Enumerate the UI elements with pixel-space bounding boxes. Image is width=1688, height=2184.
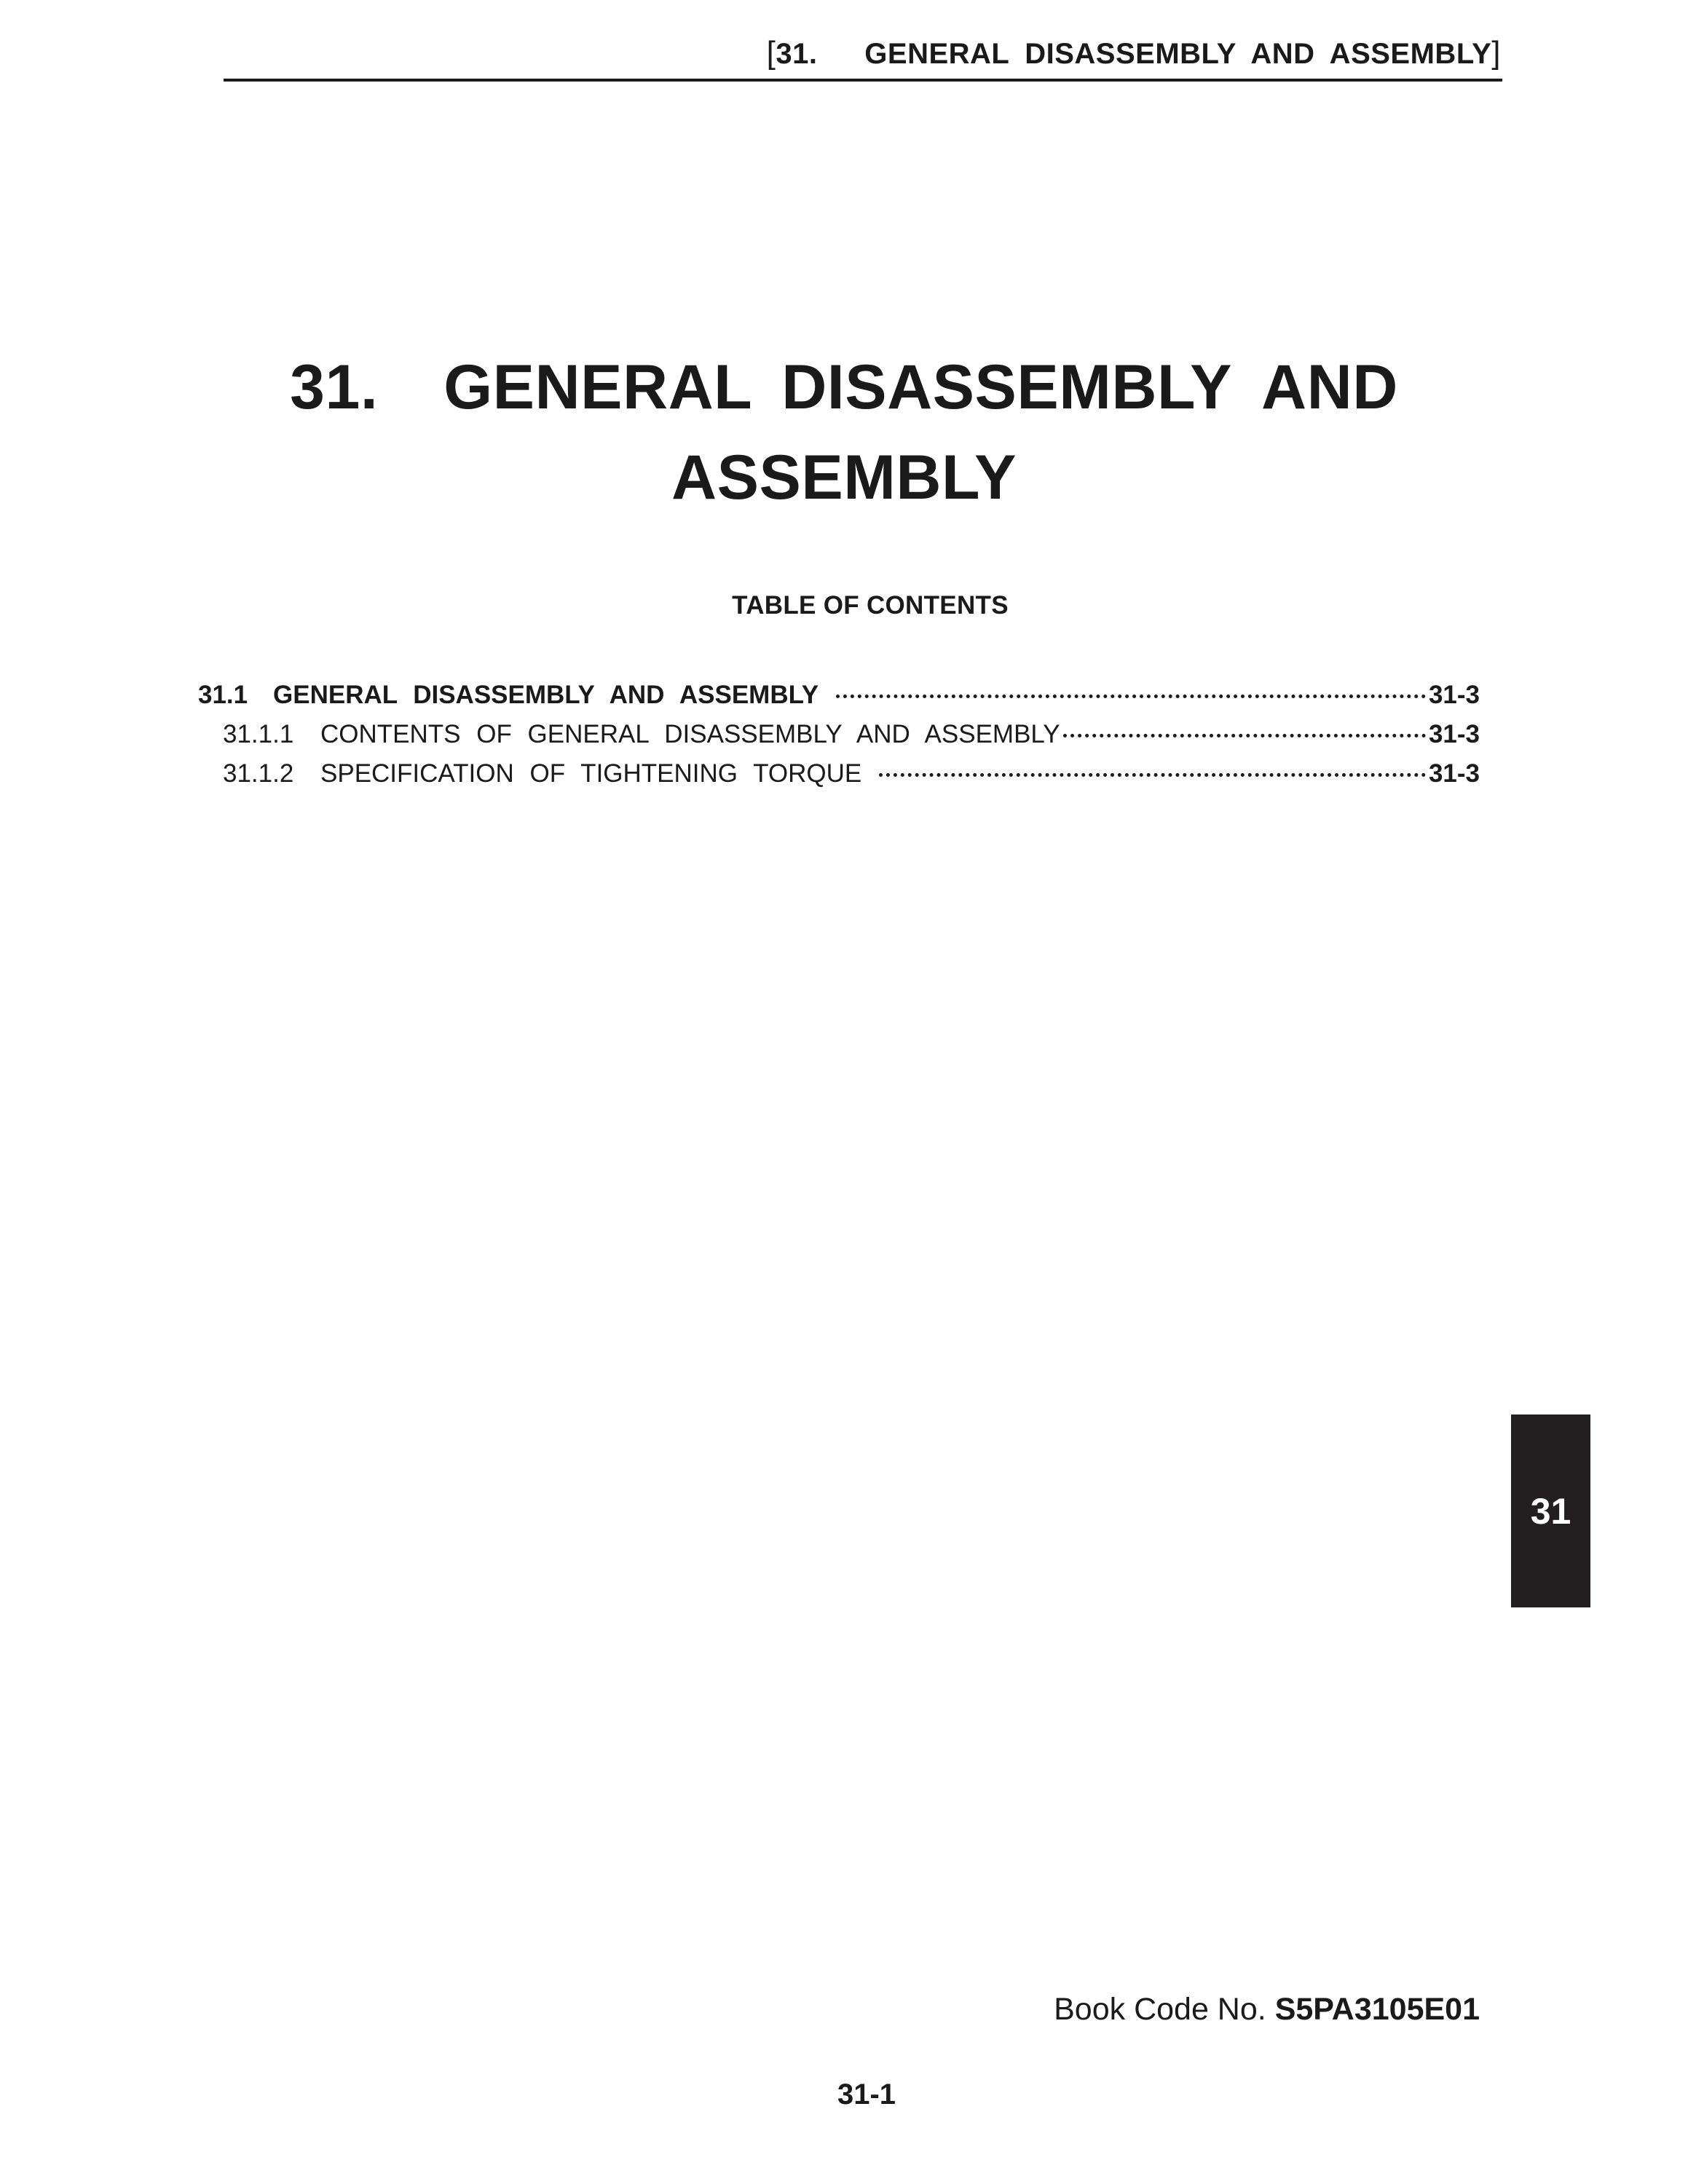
chapter-title-word: AND [1261,352,1398,422]
toc-heading: TABLE OF CONTENTS [732,591,1009,620]
book-code-label: Book Code No. [1054,1992,1266,2027]
toc-entry-number: 31.1.2 [223,759,294,788]
chapter-side-tab [1511,1415,1590,1607]
toc-list [198,681,1480,799]
toc-entry-number: 31.1 [198,681,248,709]
toc-entry-page: 31-3 [1428,681,1480,709]
running-header-close-bracket: ] [1491,35,1501,71]
toc-entry[interactable] [198,681,1480,720]
running-header [767,35,1501,71]
toc-dot-leader [879,773,1426,777]
running-header-text: 31. GENERAL DISASSEMBLY AND ASSEMBLY [776,38,1492,70]
chapter-title-word: GENERAL [443,352,753,422]
toc-entry[interactable] [198,720,1480,759]
chapter-title-line-2: ASSEMBLY [671,443,1017,513]
header-rule [224,79,1502,82]
toc-entry-number: 31.1.1 [223,720,294,748]
chapter-title [0,342,1688,523]
chapter-title-word: DISASSEMBLY [781,352,1232,422]
toc-entry-title: CONTENTS OF GENERAL DISASSEMBLY AND ASSEMBLY [320,720,1060,748]
page-number: 31-1 [837,2078,896,2110]
toc-entry-title: GENERAL DISASSEMBLY AND ASSEMBLY [273,681,819,709]
chapter-side-tab-label: 31 [1530,1490,1571,1532]
running-header-open-bracket: [ [766,35,776,71]
toc-dot-leader [1063,734,1426,737]
toc-entry-page: 31-3 [1428,759,1480,788]
chapter-number: 31. [290,352,379,422]
toc-dot-leader [836,695,1426,698]
book-code [1054,1992,1480,2027]
toc-entry-page: 31-3 [1428,720,1480,748]
toc-entry[interactable] [198,759,1480,799]
chapter-title-line-1 [0,342,1688,432]
toc-entry-title: SPECIFICATION OF TIGHTENING TORQUE [320,759,862,788]
book-code-value: S5PA3105E01 [1274,1992,1480,2027]
